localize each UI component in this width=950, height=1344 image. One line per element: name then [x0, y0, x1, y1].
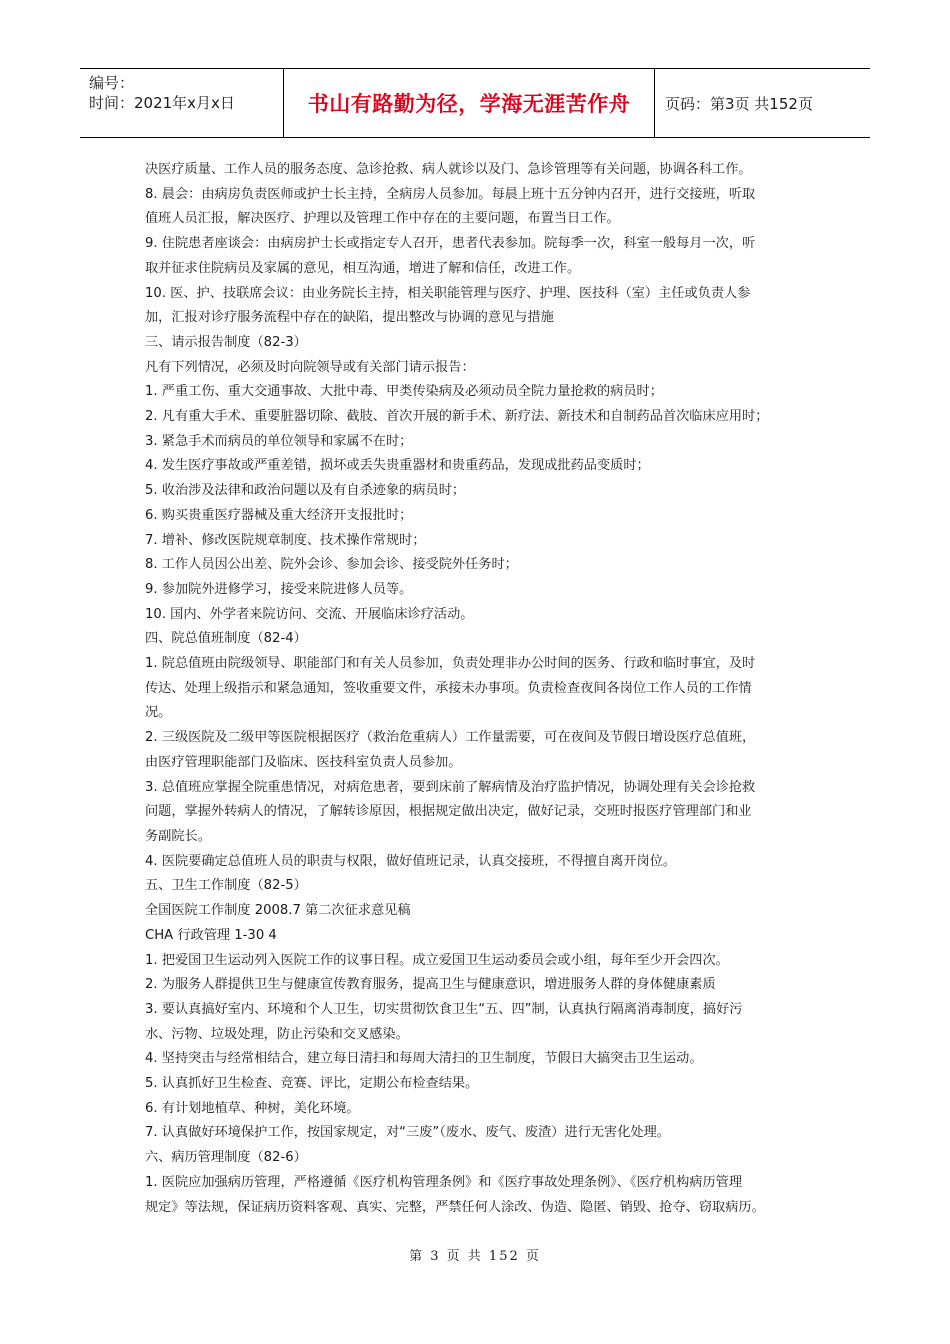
body-line: 传达、处理上级指示和紧急通知，签收重要文件，承接未办事项。负责检查夜间各岗位工作人员的工作情	[145, 680, 752, 696]
body-line: 加，汇报对诊疗服务流程中存在的缺陷，提出整改与协调的意见与措施	[145, 310, 554, 326]
body-line: 8. 工作人员因公出差、院外会诊、参加会诊、接受院外任务时；	[145, 557, 518, 573]
body-line: 5. 收治涉及法律和政治问题以及有自杀迹象的病员时；	[145, 483, 466, 499]
body-line: 六、病历管理制度（82-6）	[145, 1150, 307, 1166]
body-line: 7. 认真做好环境保护工作，按国家规定，对“三废”（废水、废气、废渣）进行无害化处理。	[145, 1125, 670, 1141]
body-line: 取并征求住院病员及家属的意见，相互沟通，增进了解和信任，改进工作。	[145, 260, 581, 276]
body-line: 值班人员汇报，解决医疗、护理以及管理工作中存在的主要问题，布置当日工作。	[145, 211, 620, 227]
body-line: 6. 购买贵重医疗器械及重大经济开支报批时；	[145, 507, 413, 523]
body-line: CHA 行政管理 1-30 4	[145, 927, 277, 943]
body-line: 问题，掌握外转病人的情况，了解转诊原因，根据规定做出决定，做好记录，交班时报医疗管理部门和业	[145, 804, 752, 820]
body-line: 3. 紧急手术而病员的单位领导和家属不在时；	[145, 433, 413, 449]
body-line: 2. 为服务人群提供卫生与健康宣传教育服务，提高卫生与健康意识，增进服务人群的身体健康素质	[145, 977, 716, 993]
body-line: 9. 住院患者座谈会：由病房护士长或指定专人召开，患者代表参加。院每季一次，科室一般每月一次，听	[145, 236, 756, 252]
body-line: 9. 参加院外进修学习，接受来院进修人员等。	[145, 581, 413, 597]
body-line: 7. 增补、修改医院规章制度、技术操作常规时；	[145, 532, 426, 548]
document-number: 编号：	[89, 74, 135, 92]
body-line: 规定》等法规，保证病历资料客观、真实、完整，严禁任何人涂改、伪造、隐匿、销毁、抢夺、窃取病历。	[145, 1199, 765, 1215]
body-line: 务副院长。	[145, 828, 211, 844]
body-line: 6. 有计划地植草、种树，美化环境。	[145, 1100, 360, 1116]
body-line: 决医疗质量、工作人员的服务态度、急诊抢救、病人就诊以及门、急诊管理等有关问题，协调各科工作。	[145, 162, 752, 177]
body-line: 8. 晨会：由病房负责医师或护士长主持，全病房人员参加。每晨上班十五分钟内召开，进行交接班，听取	[145, 186, 756, 202]
body-line: 2. 凡有重大手术、重要脏器切除、截肢、首次开展的新手术、新疗法、新技术和自制药品首次临床应用时；	[145, 409, 769, 425]
body-line: 四、院总值班制度（82-4）	[145, 631, 307, 647]
body-line: 全国医院工作制度 2008.7 第二次征求意见稿	[145, 903, 411, 919]
body-line: 1. 院总值班由院级领导、职能部门和有关人员参加，负责处理非办公时间的医务、行政和临时事宜，及时	[145, 656, 756, 672]
body-line: 3. 总值班应掌握全院重患情况，对病危患者，要到床前了解病情及治疗监护情况，协调处理有关会诊抢救	[145, 779, 756, 795]
body-line: 水、污物、垃圾处理，防止污染和交叉感染。	[145, 1026, 409, 1042]
document-date: 时间：2021年x月x日	[89, 94, 235, 112]
page-footer: 第 3 页 共 152 页	[409, 1249, 541, 1264]
body-line: 4. 坚持突击与经常相结合，建立每日清扫和每周大清扫的卫生制度，节假日大搞突击卫生运动。	[145, 1051, 703, 1067]
document-body	[145, 158, 817, 1220]
body-line: 三、请示报告制度（82-3）	[145, 334, 307, 350]
body-line: 4. 发生医疗事故或严重差错，损坏或丢失贵重器材和贵重药品，发现成批药品变质时；	[145, 458, 650, 474]
body-line: 1. 严重工伤、重大交通事故、大批中毒、甲类传染病及必须动员全院力量抢救的病员时；	[145, 384, 663, 400]
body-line: 由医疗管理职能部门及临床、医技科室负责人员参加。	[145, 754, 462, 770]
body-line: 10. 医、护、技联席会议：由业务院长主持，相关职能管理与医疗、护理、医技科（室）主任或负责人参	[145, 285, 751, 301]
body-line: 1. 医院应加强病历管理，严格遵循《医疗机构管理条例》和《医疗事故处理条例》、《医疗机构病历管理	[145, 1174, 743, 1190]
body-line: 10. 国内、外学者来院访问、交流、开展临床诊疗活动。	[145, 606, 474, 622]
header-meta	[80, 69, 283, 137]
body-line: 5. 认真抓好卫生检查、竞赛、评比，定期公布检查结果。	[145, 1076, 479, 1092]
body-line: 1. 把爱国卫生运动列入医院工作的议事日程。成立爱国卫生运动委员会或小组，每年至少开会四次。	[145, 952, 729, 968]
body-line: 3. 要认真搞好室内、环境和个人卫生，切实贯彻饮食卫生“五、四”制，认真执行隔离消毒制度，搞好污	[145, 1001, 743, 1017]
page-header	[80, 68, 870, 138]
body-line: 4. 医院要确定总值班人员的职责与权限，做好值班记录，认真交接班，不得擅自离开岗位。	[145, 853, 677, 869]
body-line: 凡有下列情况，必须及时向院领导或有关部门请示报告：	[145, 359, 475, 375]
body-line: 五、卫生工作制度（82-5）	[145, 878, 307, 894]
header-motto: 书山有路勤为径，学海无涯苦作舟	[307, 92, 631, 116]
body-line: 2. 三级医院及二级甲等医院根据医疗（救治危重病人）工作量需要，可在夜间及节假日增设医疗总值班，	[145, 730, 756, 746]
body-line: 况。	[145, 705, 172, 721]
header-page-number: 页码：第3页 共152页	[665, 94, 813, 113]
